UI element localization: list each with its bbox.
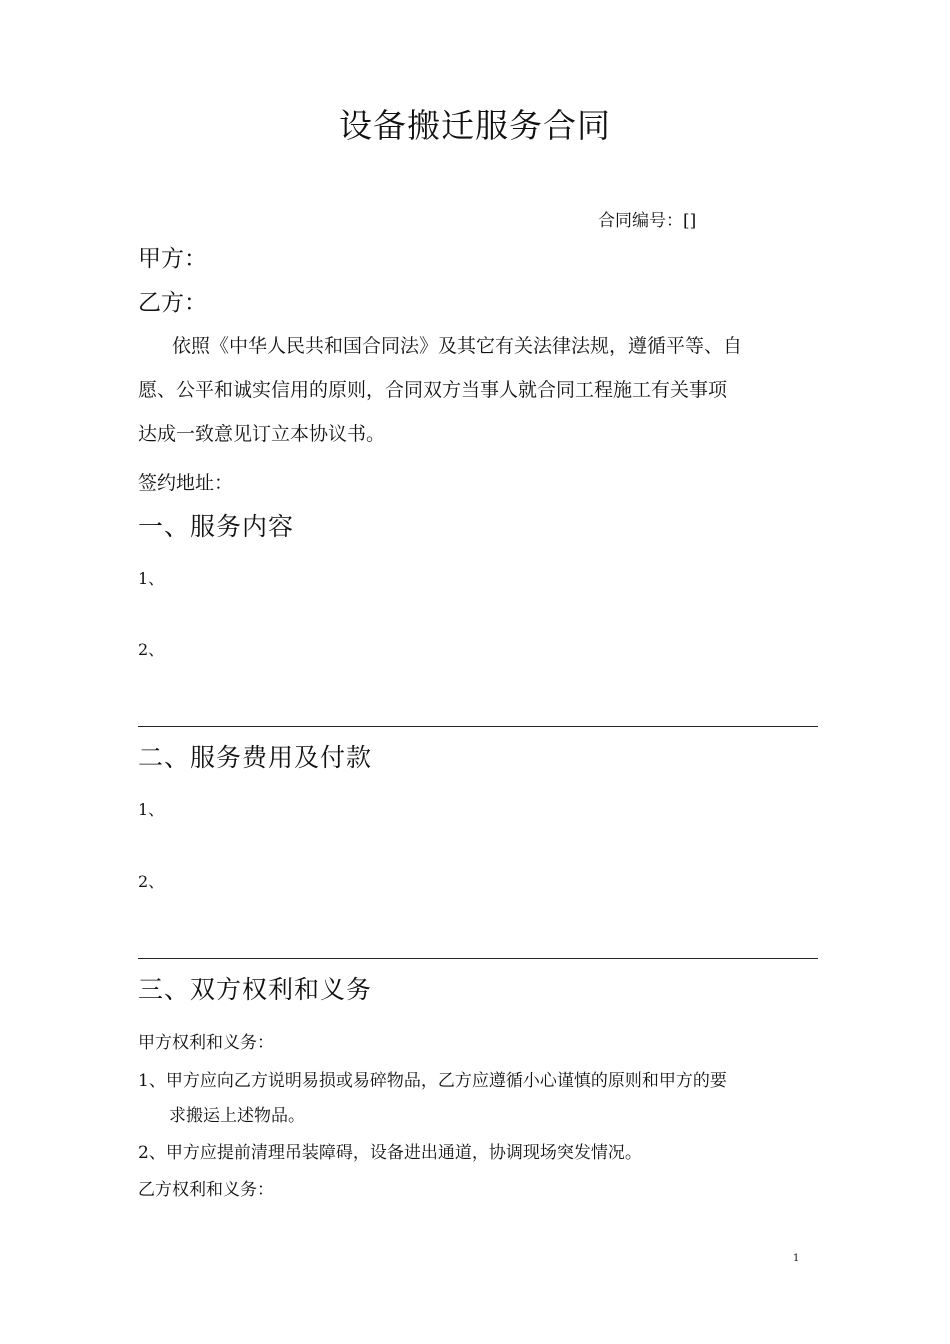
- section-2-item-1: 1、: [138, 800, 165, 819]
- contract-number: 合同编号：[]: [598, 211, 697, 231]
- intro-line: 达成一致意见订立本协议书。: [138, 423, 386, 445]
- section-3-heading: 三、双方权利和义务: [138, 975, 373, 1004]
- section-2-divider: [138, 958, 818, 959]
- section-1-item-2: 2、: [138, 640, 165, 659]
- section-1-item-1: 1、: [138, 569, 165, 588]
- intro-line: 依照《中华人民共和国合同法》及其它有关法律法规，遵循平等、自: [172, 335, 743, 357]
- party-a-item-2: 2、甲方应提前清理吊装障碍，设备进出通道，协调现场突发情况。: [138, 1143, 642, 1163]
- signing-address-label: 签约地址：: [138, 472, 234, 494]
- section-1-heading: 一、服务内容: [138, 512, 295, 541]
- party-a-rights-heading: 甲方权利和义务：: [138, 1033, 274, 1053]
- section-2-heading: 二、服务费用及付款: [138, 743, 373, 772]
- section-1-divider: [138, 726, 818, 727]
- page-number: 1: [793, 1253, 800, 1264]
- intro-paragraph: [138, 324, 818, 456]
- party-a-label: 甲方：: [138, 246, 207, 272]
- intro-line: 愿、公平和诚实信用的原则，合同双方当事人就合同工程施工有关事项: [138, 379, 728, 401]
- party-b-label: 乙方：: [138, 290, 207, 316]
- party-a-item-1-continued: 求搬运上述物品。: [169, 1106, 305, 1126]
- party-a-item-1: 1、甲方应向乙方说明易损或易碎物品，乙方应遵循小心谨慎的原则和甲方的要: [138, 1071, 727, 1091]
- section-2-item-2: 2、: [138, 872, 165, 891]
- party-b-rights-heading: 乙方权利和义务：: [138, 1180, 274, 1200]
- document-title: 设备搬迁服务合同: [339, 106, 611, 145]
